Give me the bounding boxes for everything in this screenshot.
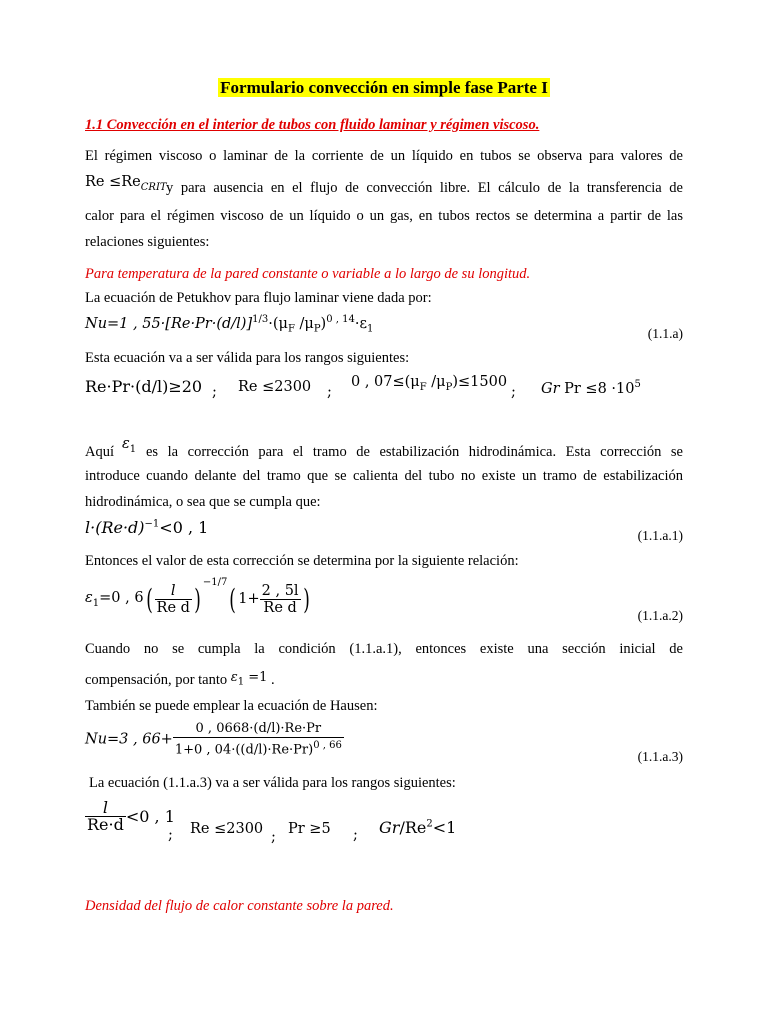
range-gr-re: $Gr/Re^2<1$ [379, 818, 457, 837]
intro-line-1: El régimen viscoso o laminar de la corriente de un líquido en tubos se observa para valores de [85, 148, 683, 164]
validity-intro: Esta ecuación va a ser válida para los rangos siguientes: [85, 350, 410, 366]
section-heading: 1.1 Convección en el interior de tubos con fluido laminar y régimen viscoso. [85, 117, 540, 133]
intro-line-2 [85, 174, 167, 193]
range-l-over-re-d: $\frac{l}{Re\cdot d}$ <0 , 1 [87, 798, 175, 834]
range-viscosity-ratio: 0 , $07\le(\mu_F$ $/\mu_P)\le 1500$ [351, 374, 508, 393]
range-pr-limit: Pr ≥5 [288, 821, 331, 837]
equation-number-1-1-a-3: (1.1.a.3) [637, 749, 683, 764]
aqui-line-1: es la corrección para el tramo de estabilización hidrodinámica. Esta corrección se [146, 444, 683, 460]
aqui-line-3: hidrodinámica, o sea que se cumpla que: [85, 494, 321, 510]
subheading-heat-flux: Densidad del flujo de calor constante sobre la pared. [85, 898, 394, 914]
aqui-line-1-prefix: Aquí [85, 444, 114, 460]
equation-number-1-1-a: (1.1.a) [647, 326, 683, 341]
equation-number-1-1-a-1: (1.1.a.1) [637, 528, 683, 543]
intro-paragraph-cont [85, 203, 683, 255]
cuando-line-2: compensación, por tanto $\varepsilon_1 =1$ . [85, 670, 275, 688]
recrit-formula: $Re \le Re_{CRIT}$ [85, 174, 167, 193]
range-separator: ; [212, 384, 217, 400]
equation-number-1-1-a-2: (1.1.a.2) [637, 608, 683, 623]
cuando-paragraph [85, 636, 683, 662]
range-separator: ; [327, 384, 332, 400]
page-title: Formulario convección en simple fase Parte I [220, 78, 548, 97]
epsilon-equals-one: $\varepsilon_1 =1$ [230, 670, 268, 688]
range-gr-pr: Gr $Pr \le 8 \cdot 10^5$ [541, 379, 641, 397]
epsilon-symbol: $\varepsilon_1$ [122, 436, 137, 455]
cuando-line-1: Cuando no se cumpla la condición (1.1.a.1), entonces existe una sección inicial de [85, 641, 683, 657]
range-separator: ; [168, 827, 173, 843]
equation-1-1-a-1: $l\cdot(Re\cdot d)^{-1}<0$ , 1 [85, 518, 209, 537]
aqui-line-2: introduce cuando delante del tramo que se calienta del tubo no existe un tramo de estabilización [85, 468, 683, 484]
intro-line-4: relaciones siguientes: [85, 234, 210, 250]
range-separator: ; [353, 827, 358, 843]
range-separator: ; [271, 829, 276, 845]
equation-1-1-a: Nu=1 , $55\cdot[Re\cdot Pr\cdot(d/l)]^{1/3}\cdot(\mu_F$ $/\mu_P)^{0 , 14}\cdot\varepsilon_1$ [85, 314, 374, 335]
range-re-limit: Re ≤2300 [238, 379, 312, 395]
intro-line-2-text: y para ausencia en el flujo de convección libre. El cálculo de la transferencia de [166, 180, 683, 196]
equation-1-1-a-3: Nu=3 , 66+ $\frac{0 , 0668\cdot(d/l)\cdot Re\cdot Pr}{1+0 , 04\cdot((d/l)\cdot Re\cdot Pr)^{0 , 66}}$ [85, 721, 342, 758]
intro-paragraph [85, 143, 683, 169]
range-separator: ; [511, 384, 516, 400]
petukhov-intro: La ecuación de Petukhov para flujo laminar viene dada por: [85, 290, 432, 306]
subheading-wall-temperature: Para temperatura de la pared constante o variable a lo largo de su longitud. [85, 266, 531, 282]
intro-line-3: calor para el régimen viscoso de un líquido o un gas, en tubos rectos se determina a partir de las [85, 208, 683, 224]
aqui-paragraph [85, 463, 683, 515]
hausen-intro: También se puede emplear la ecuación de Hausen: [85, 698, 378, 714]
equation-1-1-a-2: $\varepsilon_1=0$ , 6( $\frac{l}{\text{Re d}}$ ) $^{-1/7}$( 1+ $\frac{2 , 5l}{\text{Re d}}$ ) [85, 577, 310, 616]
range-re-limit-2: Re ≤2300 [190, 821, 264, 837]
validity-intro-2: La ecuación (1.1.a.3) va a ser válida para los rangos siguientes: [89, 775, 456, 791]
range-re-pr-dl: Re·Pr·(d/l)≥20 [85, 377, 203, 396]
entonces-text: Entonces el valor de esta corrección se determina por la siguiente relación: [85, 553, 519, 569]
